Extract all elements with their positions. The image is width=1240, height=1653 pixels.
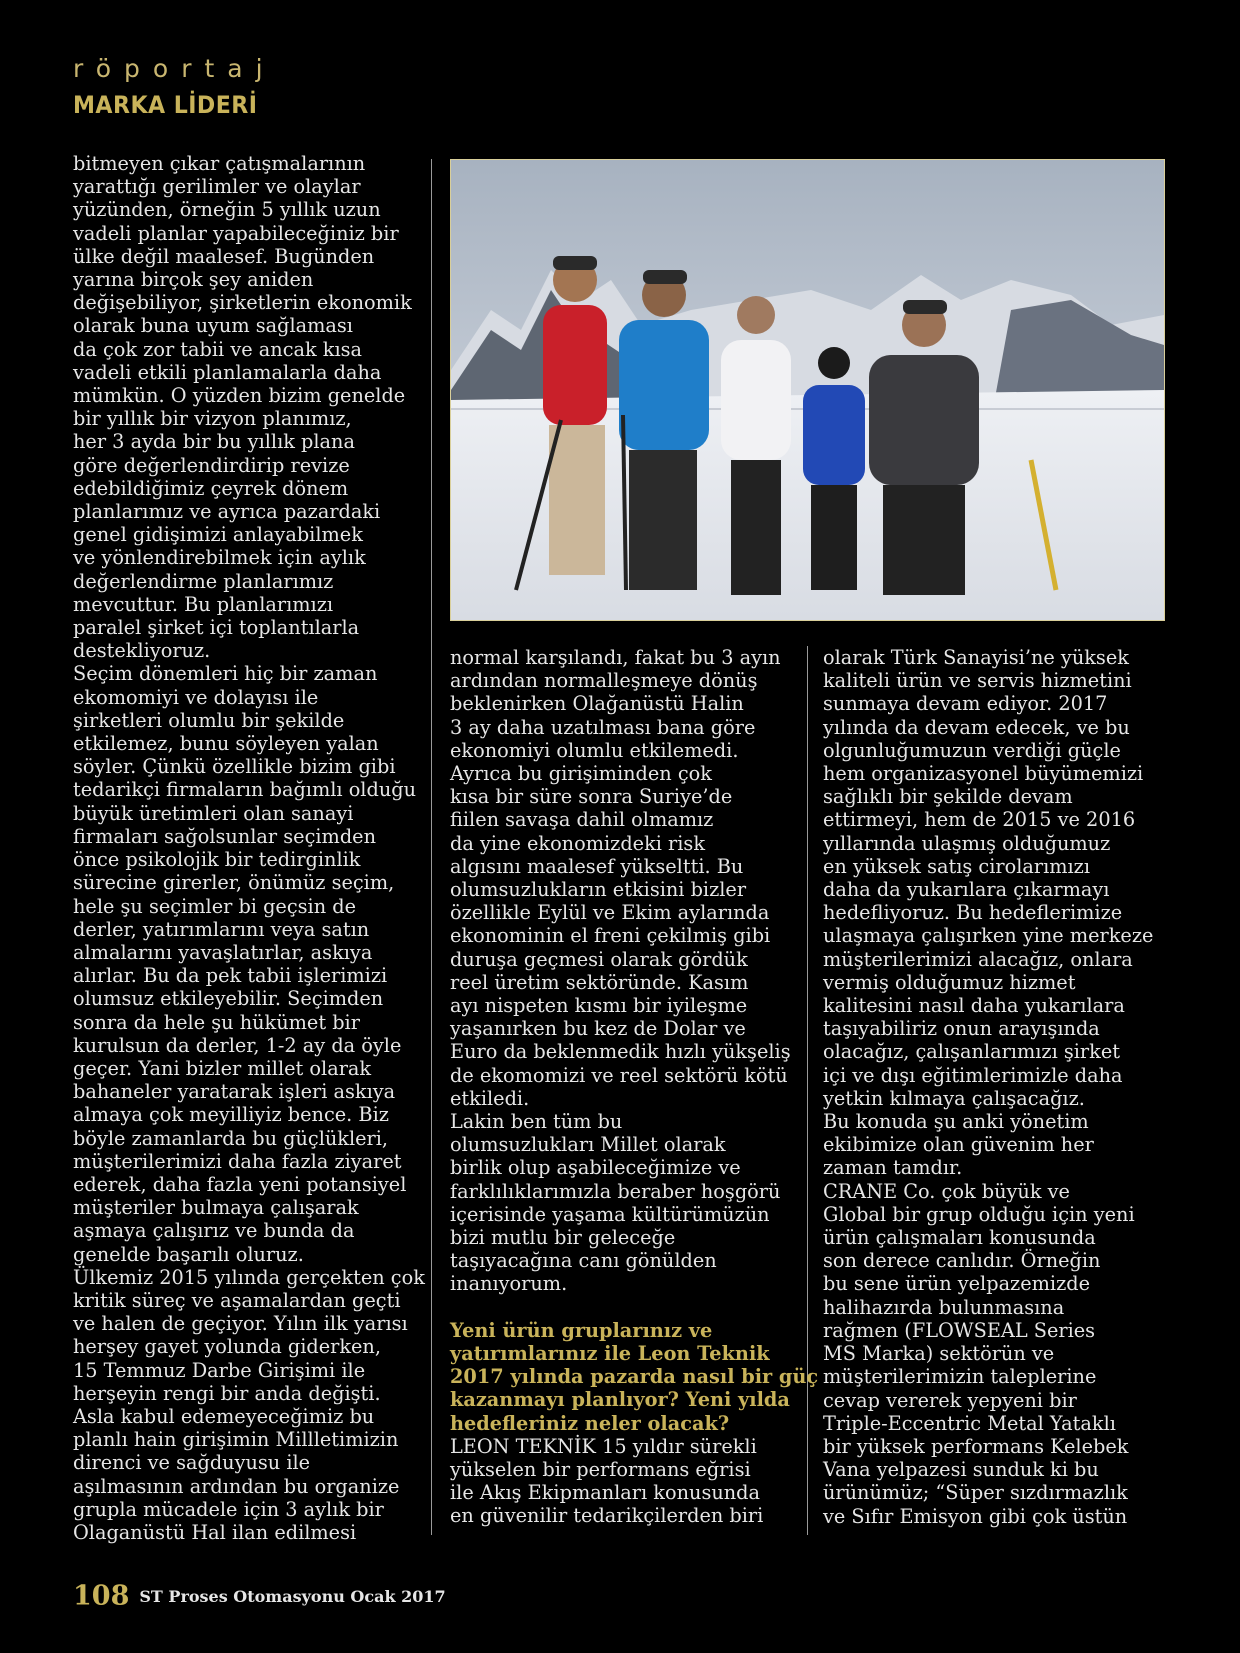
- text-line: taşıyabiliriz onun arayışında: [823, 1017, 1100, 1041]
- column-2-body: [450, 646, 818, 1296]
- column-2-answer: [450, 1435, 818, 1528]
- text-line: ekonomiyi olumlu etkilemedi.: [450, 738, 739, 762]
- text-line: ardından normalleşmeye dönüş: [450, 669, 758, 693]
- text-line: duruşa geçmesi olarak gördük: [450, 947, 748, 971]
- text-line: de ekomomizi ve reel sektörü kötü: [450, 1063, 788, 1087]
- text-line: büyük üretimleri olan sanayi: [73, 801, 354, 825]
- text-line: derler, yatırımlarını veya satın: [73, 917, 370, 941]
- text-line: halihazırda bulunmasına: [823, 1295, 1065, 1319]
- text-line: böyle zamanlarda bu güçlükleri,: [73, 1126, 389, 1150]
- text-line: kritik süreç ve aşamalardan geçti: [73, 1288, 401, 1312]
- text-line: Bu konuda şu anki yönetim: [823, 1110, 1089, 1134]
- interview-question: [450, 1319, 818, 1435]
- text-line: yıllarında ulaşmış olduğumuz: [823, 831, 1111, 855]
- text-line: kurulsun da derler, 1-2 ay da öyle: [73, 1033, 402, 1057]
- text-line: kazanmayı planlıyor? Yeni yılda: [450, 1388, 790, 1412]
- text-line: olgunluğumuzun verdiği güçle: [823, 738, 1121, 762]
- text-line: ekonominin el freni çekilmiş gibi: [450, 924, 771, 948]
- ski-group-photo: [450, 159, 1165, 621]
- text-line: reel üretim sektöründe. Kasım: [450, 970, 749, 994]
- text-line: söyler. Çünkü özellikle bizim gibi: [73, 755, 396, 779]
- text-line: birlik olup aşabileceğimize ve: [450, 1156, 741, 1180]
- text-line: Olaganüstü Hal ilan edilmesi: [73, 1520, 357, 1544]
- text-line: kısa bir süre sonra Suriye’de: [450, 785, 733, 809]
- text-line: yarattığı gerilimler ve olaylar: [73, 175, 361, 199]
- text-line: kaliteli ürün ve servis hizmetini: [823, 669, 1132, 693]
- text-line: içi ve dışı eğitimlerimizle daha: [823, 1063, 1123, 1087]
- text-line: paralel şirket içi toplantılarla: [73, 616, 360, 640]
- text-line: bir yüksek performans Kelebek: [823, 1434, 1129, 1458]
- text-line: destekliyoruz.: [73, 639, 211, 663]
- text-line: genel gidişimizi anlayabilmek: [73, 523, 363, 547]
- text-line: etkilemez, bunu söyleyen yalan: [73, 732, 379, 756]
- text-line: 15 Temmuz Darbe Girişimi ile: [73, 1358, 366, 1382]
- article-column-2: [450, 646, 818, 1528]
- text-line: inanıyorum.: [450, 1272, 568, 1296]
- text-line: 2017 yılında pazarda nasıl bir güç: [450, 1365, 819, 1389]
- text-line: sunmaya devam ediyor. 2017: [823, 692, 1108, 716]
- text-line: planlı hain girişimin Millletimizin: [73, 1428, 399, 1452]
- text-line: Ayrıca bu girişiminden çok: [450, 762, 712, 786]
- text-line: bir yıllık bir vizyon planımız,: [73, 407, 352, 431]
- text-line: normal karşılandı, fakat bu 3 ayın: [450, 646, 781, 669]
- text-line: Triple-Eccentric Metal Yataklı: [823, 1411, 1116, 1435]
- text-line: da çok zor tabii ve ancak kısa: [73, 337, 363, 361]
- text-line: müşterilerimizin taleplerine: [823, 1365, 1097, 1389]
- text-line: aşılmasının ardından bu organize: [73, 1474, 400, 1498]
- text-line: son derece canlıdır. Örneğin: [823, 1249, 1101, 1273]
- text-line: herşeyin rengi bir anda değişti.: [73, 1381, 381, 1405]
- text-line: hem organizasyonel büyümemizi: [823, 762, 1144, 786]
- text-line: LEON TEKNİK 15 yıldır sürekli: [450, 1434, 757, 1458]
- section-title: MARKA LİDERİ: [73, 91, 258, 119]
- text-line: her 3 ayda bir bu yıllık plana: [73, 430, 355, 454]
- text-line: hele şu seçimler bi geçsin de: [73, 894, 357, 918]
- text-line: Global bir grup olduğu için yeni: [823, 1202, 1135, 1226]
- text-line: yılında da devam edecek, ve bu: [823, 715, 1130, 739]
- text-line: edebildiğimiz çeyrek dönem: [73, 476, 349, 500]
- text-line: firmaları sağolsunlar seçimden: [73, 824, 377, 848]
- page-footer: [73, 1578, 446, 1615]
- text-line: sonra da hele şu hükümet bir: [73, 1010, 360, 1034]
- article-column-3: [823, 646, 1153, 1528]
- text-line: algısını maalesef yükseltti. Bu: [450, 854, 744, 878]
- text-line: hedefleriniz neler olacak?: [450, 1411, 730, 1435]
- text-line: yarına birçok şey aniden: [73, 268, 314, 292]
- text-line: daha da yukarılara çıkarmayı: [823, 878, 1110, 902]
- text-line: yaşanırken bu kez de Dolar ve: [450, 1017, 746, 1041]
- text-line: olumsuzlukları Millet olarak: [450, 1133, 726, 1157]
- text-line: kalitesini nasıl daha yukarılara: [823, 994, 1125, 1018]
- text-line: yetkin kılmaya çalışacağız.: [823, 1086, 1085, 1110]
- article-column-1: [73, 152, 425, 1544]
- text-line: ekibimize olan güvenim her: [823, 1133, 1094, 1157]
- text-line: ürünümüz; “Süper sızdırmazlık: [823, 1481, 1128, 1505]
- text-line: özellikle Eylül ve Ekim aylarında: [450, 901, 770, 925]
- text-line: beklenirken Olağanüstü Halin: [450, 692, 744, 716]
- text-line: ederek, daha fazla yeni potansiyel: [73, 1172, 407, 1196]
- text-line: ve yönlendirebilmek için aylık: [73, 546, 366, 570]
- text-line: sürecine girerler, önümüz seçim,: [73, 871, 395, 895]
- text-line: olumsuz etkileyebilir. Seçimden: [73, 987, 384, 1011]
- text-line: farklılıklarımızla beraber hoşgörü: [450, 1179, 781, 1203]
- text-line: herşey gayet yolunda giderken,: [73, 1335, 381, 1359]
- text-line: planlarımız ve ayrıca pazardaki: [73, 500, 381, 524]
- text-line: rağmen (FLOWSEAL Series: [823, 1318, 1096, 1342]
- text-line: da yine ekonomizdeki risk: [450, 831, 706, 855]
- text-line: ekomomiyi ve dolayısı ile: [73, 685, 319, 709]
- text-line: göre değerlendirdirip revize: [73, 453, 350, 477]
- text-line: Asla kabul edemeyeceğimiz bu: [73, 1404, 375, 1428]
- text-line: direnci ve sağduyusu ile: [73, 1451, 311, 1475]
- text-line: olumsuzlukların etkisini bizler: [450, 878, 747, 902]
- text-line: Seçim dönemleri hiç bir zaman: [73, 662, 378, 686]
- text-line: grupla mücadele için 3 aylık bir: [73, 1497, 384, 1521]
- text-line: yatırımlarınız ile Leon Teknik: [450, 1341, 770, 1365]
- text-line: müşteriler bulmaya çalışarak: [73, 1196, 359, 1220]
- text-line: sağlıklı bir şekilde devam: [823, 785, 1073, 809]
- text-line: Vana yelpazesi sunduk ki bu: [823, 1458, 1099, 1482]
- text-line: vadeli planlar yapabileceğiniz bir: [73, 221, 399, 245]
- text-line: yüzünden, örneğin 5 yıllık uzun: [73, 198, 381, 222]
- text-line: ve Sıfır Emisyon gibi çok üstün: [823, 1504, 1128, 1528]
- text-line: değerlendirme planlarımız: [73, 569, 334, 593]
- text-line: olacağız, çalışanlarımızı şirket: [823, 1040, 1120, 1064]
- text-line: ürün çalışmaları konusunda: [823, 1226, 1096, 1250]
- text-line: yükselen bir performans eğrisi: [450, 1457, 751, 1481]
- text-line: zaman tamdır.: [823, 1156, 963, 1180]
- text-line: değişebiliyor, şirketlerin ekonomik: [73, 291, 412, 315]
- text-line: almalarını yavaşlatırlar, askıya: [73, 940, 373, 964]
- text-line: Euro da beklenmedik hızlı yükşeliş: [450, 1040, 791, 1064]
- text-line: ettirmeyi, hem de 2015 ve 2016: [823, 808, 1136, 832]
- text-line: hedefliyoruz. Bu hedeflerimize: [823, 901, 1123, 925]
- text-line: ulaşmaya çalışırken yine merkeze: [823, 924, 1154, 948]
- text-line: bitmeyen çıkar çatışmalarının: [73, 152, 366, 175]
- text-line: vadeli etkili planlamalarla daha: [73, 360, 382, 384]
- text-line: şirketleri olumlu bir şekilde: [73, 708, 345, 732]
- text-line: Yeni ürün gruplarınız ve: [450, 1318, 713, 1342]
- text-line: geçer. Yani bizler millet olarak: [73, 1056, 372, 1080]
- text-line: içerisinde yaşama kültürümüzün: [450, 1202, 770, 1226]
- column-divider-left: [431, 159, 432, 1535]
- text-line: mevcuttur. Bu planlarımızı: [73, 592, 334, 616]
- text-line: Ülkemiz 2015 yılında gerçekten çok: [73, 1265, 425, 1289]
- text-line: müşterilerimizi daha fazla ziyaret: [73, 1149, 402, 1173]
- text-line: etkiledi.: [450, 1086, 530, 1110]
- text-line: mümkün. O yüzden bizim genelde: [73, 384, 406, 408]
- kicker-label: röportaj: [73, 54, 276, 83]
- text-line: alırlar. Bu da pek tabii işlerimizi: [73, 964, 388, 988]
- text-line: ve halen de geçiyor. Yılın ilk yarısı: [73, 1312, 408, 1336]
- text-line: en yüksek satış cirolarımızı: [823, 854, 1091, 878]
- text-line: MS Marka) sektörün ve: [823, 1342, 1055, 1366]
- text-line: ülke değil maalesef. Bugünden: [73, 244, 375, 268]
- text-line: önce psikolojik bir tedirginlik: [73, 848, 361, 872]
- text-line: vermiş olduğumuz hizmet: [823, 970, 1076, 994]
- text-line: taşıyacağına canı gönülden: [450, 1249, 717, 1273]
- text-line: olarak Türk Sanayisi’ne yüksek: [823, 646, 1129, 669]
- text-line: bahaneler yaratarak işleri askıya: [73, 1080, 396, 1104]
- text-line: cevap vererek yepyeni bir: [823, 1388, 1077, 1412]
- text-line: ayı nispeten kısmı bir iyileşme: [450, 994, 748, 1018]
- text-line: CRANE Co. çok büyük ve: [823, 1179, 1070, 1203]
- text-line: aşmaya çalışırız ve bunda da: [73, 1219, 355, 1243]
- text-line: en güvenilir tedarikçilerden biri: [450, 1504, 764, 1528]
- text-line: olarak buna uyum sağlaması: [73, 314, 353, 338]
- magazine-issue: ST Proses Otomasyonu Ocak 2017: [139, 1586, 446, 1606]
- page-number: 108: [73, 1580, 130, 1612]
- text-line: bu sene ürün yelpazemizde: [823, 1272, 1090, 1296]
- text-line: tedarikçi firmaların bağımlı olduğu: [73, 778, 416, 802]
- text-line: genelde başarılı oluruz.: [73, 1242, 304, 1266]
- text-line: müşterilerimizi alacağız, onlara: [823, 947, 1133, 971]
- text-line: Lakin ben tüm bu: [450, 1110, 623, 1134]
- text-line: almaya çok meyilliyiz bence. Biz: [73, 1103, 389, 1127]
- text-line: fiilen savaşa dahil olmamız: [450, 808, 714, 832]
- text-line: ile Akış Ekipmanları konusunda: [450, 1481, 761, 1505]
- text-line: 3 ay daha uzatılması bana göre: [450, 715, 756, 739]
- text-line: bizi mutlu bir geleceğe: [450, 1226, 676, 1250]
